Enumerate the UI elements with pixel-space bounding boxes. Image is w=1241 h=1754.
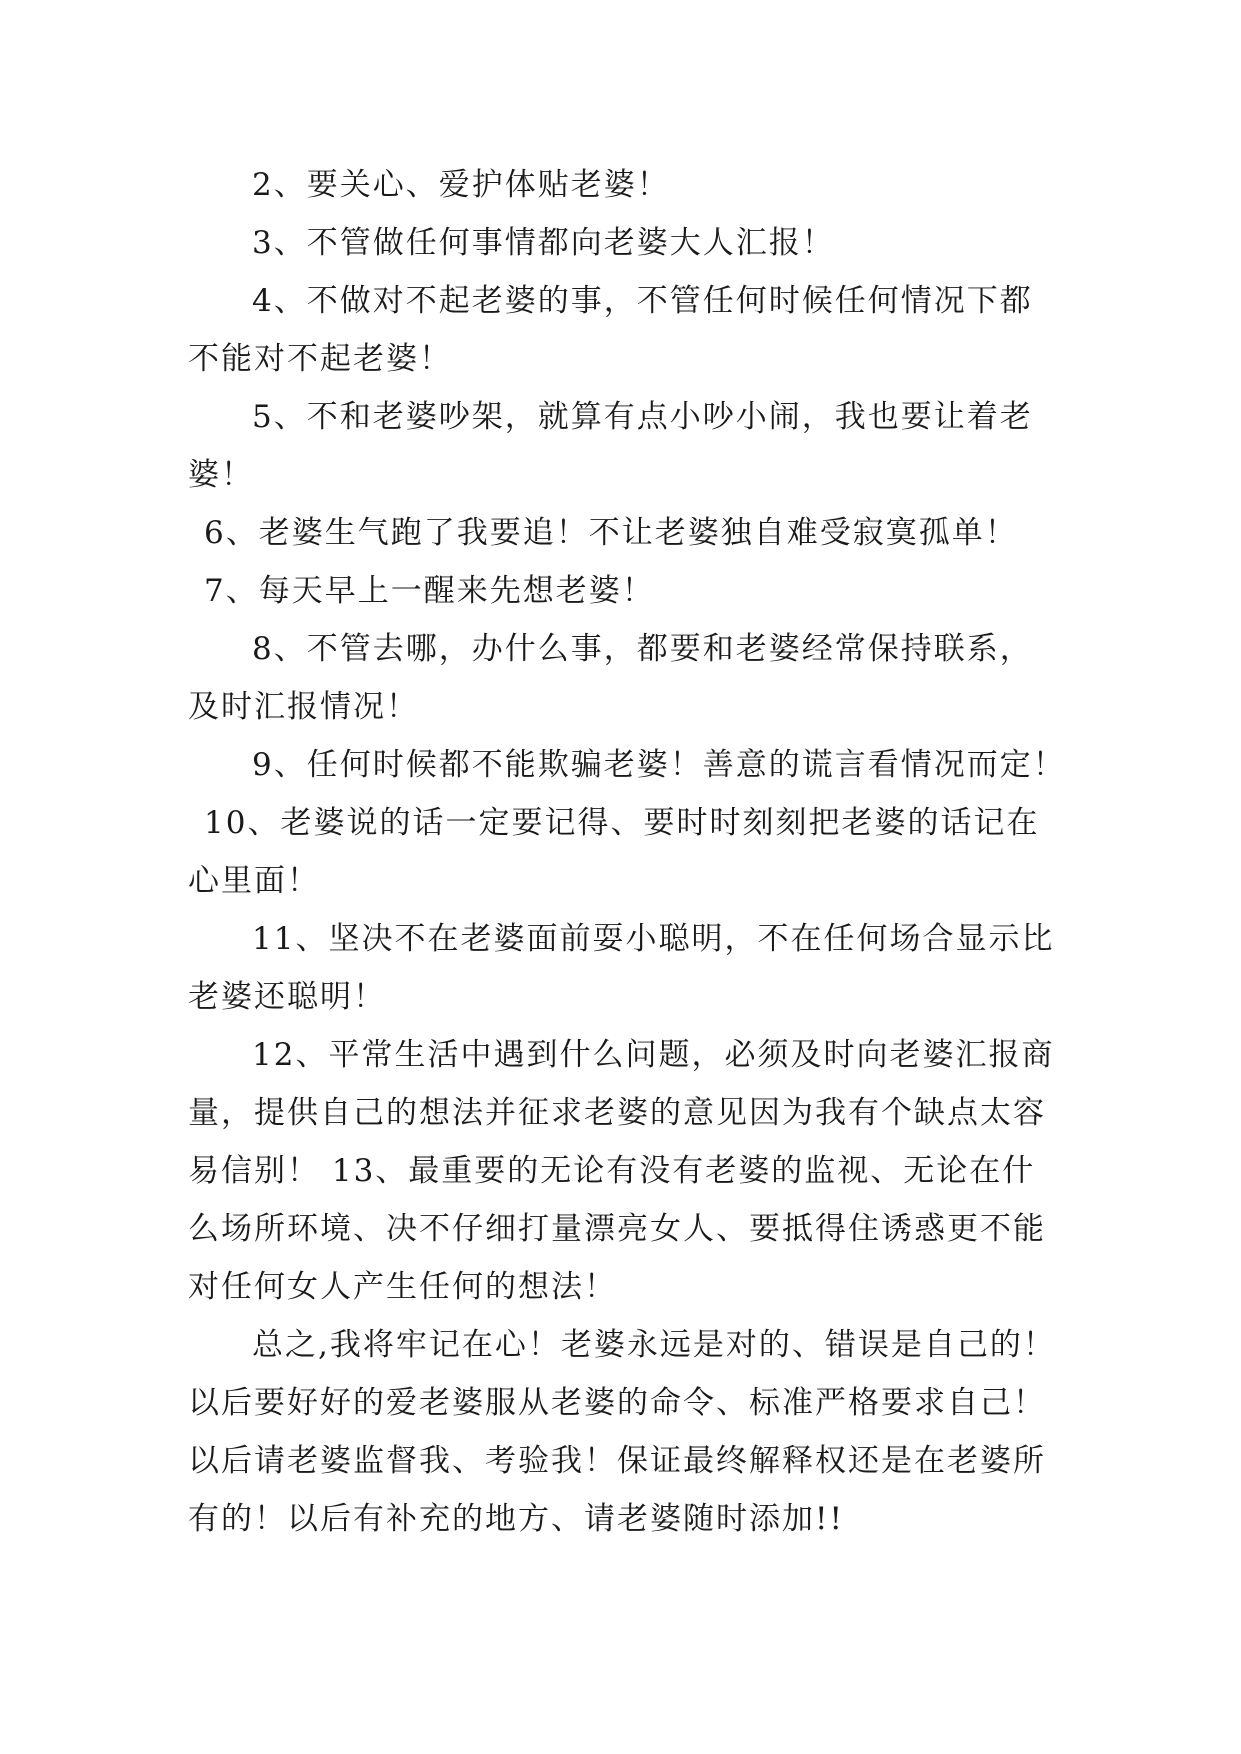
rule-line: 老婆还聪明！ — [188, 979, 386, 1015]
rule-line: 7、每天早上一醒来先想老婆！ — [204, 573, 655, 609]
rule-line: 8、不管去哪，办什么事，都要和老婆经常保持联系， — [252, 631, 1033, 667]
rule-line: 10、老婆说的话一定要记得、要时时刻刻把老婆的话记在 — [204, 805, 1040, 841]
rule-line: 4、不做对不起老婆的事，不管任何时候任何情况下都 — [252, 283, 1033, 319]
rule-line: 5、不和老婆吵架，就算有点小吵小闹，我也要让着老 — [252, 399, 1033, 435]
rule-line: 易信别！ 13、最重要的无论有没有老婆的监视、无论在什 — [188, 1153, 1036, 1189]
rule-line: 及时汇报情况！ — [188, 689, 419, 725]
rule-line: 2、要关心、爱护体贴老婆！ — [252, 167, 670, 203]
rule-line: 12、平常生活中遇到什么问题，必须及时向老婆汇报商 — [252, 1037, 1055, 1073]
rule-line: 心里面！ — [188, 863, 320, 899]
rule-line: 量，提供自己的想法并征求老婆的意见因为我有个缺点太容 — [188, 1095, 1046, 1131]
rule-line: 3、不管做任何事情都向老婆大人汇报！ — [252, 225, 835, 261]
rule-line: 有的！以后有补充的地方、请老婆随时添加!! — [188, 1501, 844, 1537]
rule-line: 不能对不起老婆！ — [188, 341, 452, 377]
rule-line: 婆！ — [188, 457, 254, 493]
rule-line: 对任何女人产生任何的想法！ — [188, 1269, 617, 1305]
rule-line: 以后请老婆监督我、考验我！保证最终解释权还是在老婆所 — [188, 1443, 1046, 1479]
document-body — [188, 156, 1068, 1548]
rule-line: 以后要好好的爱老婆服从老婆的命令、标准严格要求自己！ — [188, 1385, 1046, 1421]
rule-line: 总之,我将牢记在心！老婆永远是对的、错误是自己的！ — [252, 1327, 1056, 1363]
rule-line: 11、坚决不在老婆面前耍小聪明，不在任何场合显示比 — [252, 921, 1055, 957]
rule-line: 么场所环境、决不仔细打量漂亮女人、要抵得住诱惑更不能 — [188, 1211, 1046, 1247]
rule-line: 9、任何时候都不能欺骗老婆！善意的谎言看情况而定！ — [252, 747, 1066, 783]
rule-line: 6、老婆生气跑了我要追！不让老婆独自难受寂寞孤单！ — [204, 515, 1018, 551]
